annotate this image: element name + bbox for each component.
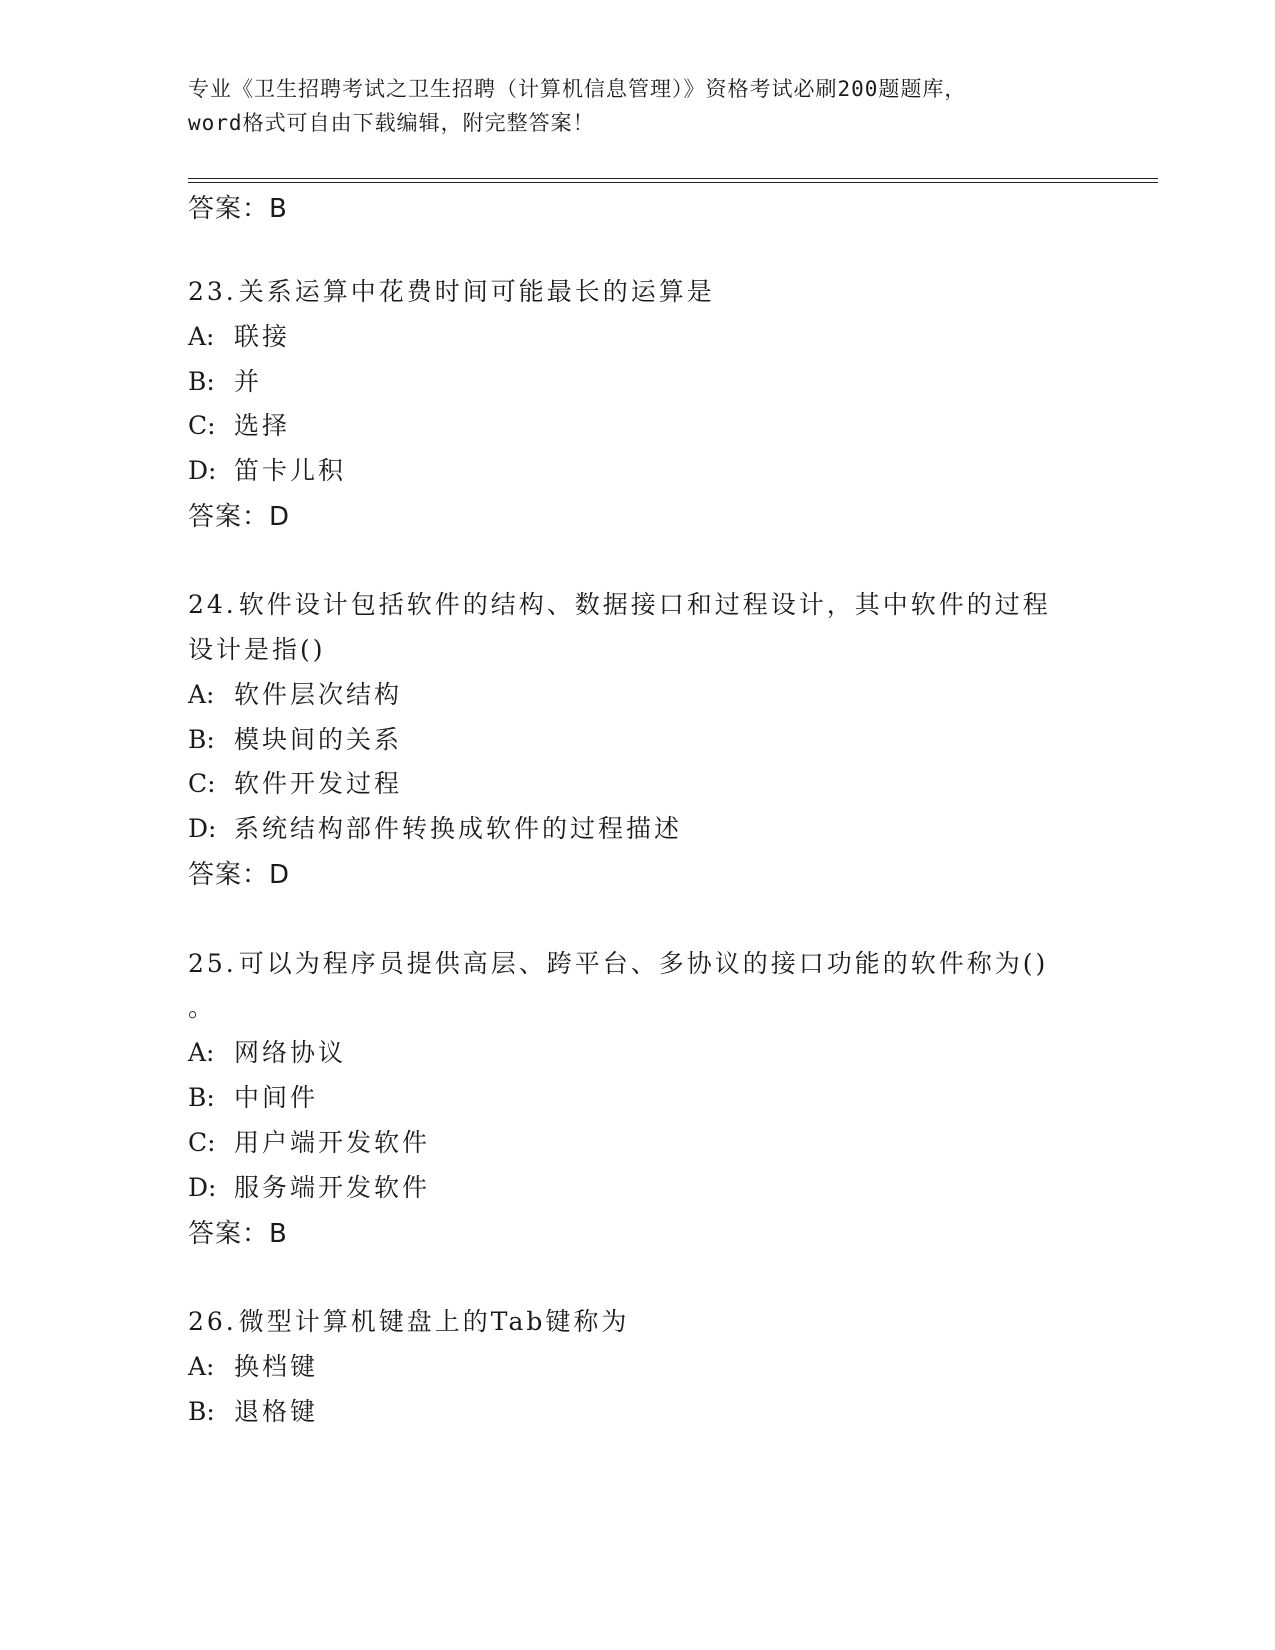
option-a (188, 1033, 346, 1069)
header-title-line-1: 专业《卫生招聘考试之卫生招聘（计算机信息管理）》资格考试必刷200题题库， (188, 77, 967, 101)
option-text: 联接 (234, 322, 291, 351)
question-24-stem (188, 585, 1051, 621)
option-text: 选择 (234, 411, 291, 440)
question-23-stem (188, 272, 715, 308)
option-label: A: (188, 680, 215, 709)
header-title-line-2: word格式可自由下载编辑，附完整答案！ (188, 111, 595, 135)
option-c (188, 406, 290, 442)
option-text: 网络协议 (234, 1038, 347, 1067)
option-text: 换档键 (234, 1352, 319, 1381)
option-label: A: (188, 1352, 215, 1381)
option-text: 并 (234, 367, 263, 396)
option-label: C: (188, 411, 216, 440)
answer-23: 答案：D (188, 502, 291, 532)
option-text: 中间件 (234, 1083, 319, 1112)
question-text: 可以为程序员提供高层、跨平台、多协议的接口功能的软件称为() (238, 949, 1049, 978)
question-number: 25. (188, 949, 237, 978)
option-label: B: (188, 1083, 215, 1112)
option-a (188, 675, 402, 711)
option-label: D: (188, 456, 217, 485)
question-number: 24. (188, 590, 237, 619)
option-d (188, 1168, 430, 1204)
option-a (188, 1347, 318, 1383)
option-text: 模块间的关系 (234, 725, 403, 754)
question-text: 微型计算机键盘上的Tab键称为 (238, 1307, 630, 1336)
option-label: A: (188, 1038, 215, 1067)
option-d (188, 809, 682, 845)
option-d (188, 451, 346, 487)
question-text: 关系运算中花费时间可能最长的运算是 (238, 277, 715, 306)
option-c (188, 1123, 430, 1159)
question-25-stem-cont: 。 (188, 993, 217, 1022)
option-b (188, 1392, 318, 1428)
option-label: A: (188, 322, 215, 351)
document-header (188, 72, 1088, 140)
header-divider-bottom (188, 182, 1158, 183)
question-26-stem (188, 1302, 629, 1338)
option-label: B: (188, 367, 215, 396)
question-text: 软件设计包括软件的结构、数据接口和过程设计，其中软件的过程 (238, 590, 1051, 619)
previous-answer: 答案：B (188, 194, 288, 224)
option-text: 退格键 (234, 1397, 319, 1426)
option-label: C: (188, 769, 216, 798)
question-24-stem-cont: 设计是指() (188, 635, 326, 664)
option-c (188, 764, 402, 800)
option-a (188, 317, 290, 353)
header-divider-top (188, 178, 1158, 179)
answer-24: 答案：D (188, 860, 291, 890)
option-text: 服务端开发软件 (234, 1173, 431, 1202)
option-b (188, 720, 402, 756)
answer-25: 答案：B (188, 1219, 288, 1249)
option-label: B: (188, 725, 215, 754)
option-text: 用户端开发软件 (234, 1128, 431, 1157)
option-text: 软件层次结构 (234, 680, 403, 709)
option-label: B: (188, 1397, 215, 1426)
option-label: D: (188, 1173, 217, 1202)
option-text: 笛卡儿积 (234, 456, 347, 485)
question-number: 26. (188, 1307, 237, 1336)
option-b (188, 362, 262, 398)
option-text: 系统结构部件转换成软件的过程描述 (234, 814, 683, 843)
option-label: C: (188, 1128, 216, 1157)
option-text: 软件开发过程 (234, 769, 403, 798)
option-label: D: (188, 814, 217, 843)
question-25-stem (188, 944, 1048, 980)
question-number: 23. (188, 277, 237, 306)
option-b (188, 1078, 318, 1114)
